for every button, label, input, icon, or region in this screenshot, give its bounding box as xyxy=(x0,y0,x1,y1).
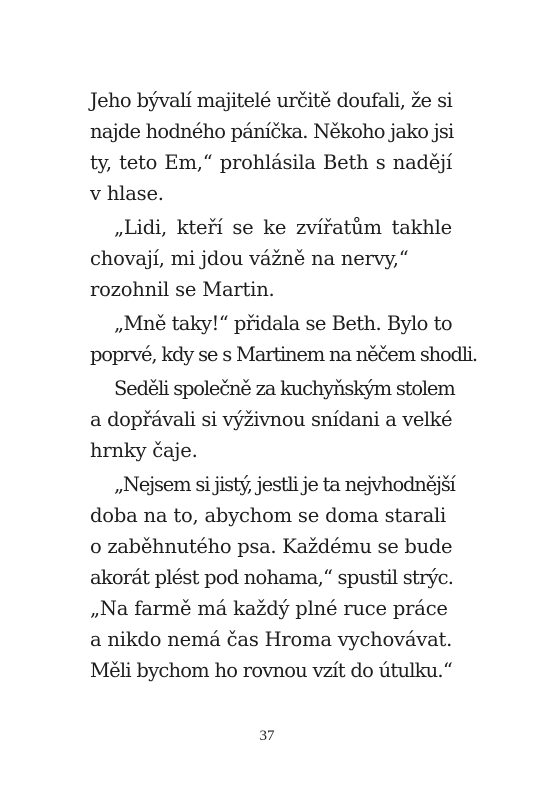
text-line: najde hodného páníčka. Někoho jako jsi xyxy=(90,120,454,143)
text-line: Seděli společně za kuchyňským stolem xyxy=(114,377,455,400)
text-line: a dopřávali si výživnou snídani a velké xyxy=(90,408,452,431)
text-line: „Na farmě má každý plné ruce práce xyxy=(90,597,448,620)
text-line: „Nejsem si jistý, jestli je ta nejvhodnější xyxy=(114,473,455,496)
text-line: doba na to, abychom se doma starali xyxy=(90,504,447,527)
text-line: „Mně taky!“ přidala se Beth. Bylo to xyxy=(114,312,452,335)
text-line: ty, teto Em,“ prohlásila Beth s nadějí xyxy=(90,151,452,174)
text-line: hrnky čaje. xyxy=(90,439,198,462)
text-line: „Lidi, kteří se ke zvířatům takhle xyxy=(114,216,452,239)
text-line: o zaběhnutého psa. Každému se bude xyxy=(90,535,453,558)
text-line: a nikdo nemá čas Hroma vychovávat. xyxy=(90,628,453,651)
text-line: akorát plést pod nohama,“ spustil strýc. xyxy=(90,566,454,589)
text-line: chovají, mi jdou vážně na nervy,“ xyxy=(90,247,409,270)
page-number: 37 xyxy=(259,728,275,744)
text-line: v hlase. xyxy=(90,182,164,205)
text-line: Měli bychom ho rovnou vzít do útulku.“ xyxy=(90,659,452,682)
text-line: poprvé, kdy se s Martinem na něčem shodli. xyxy=(90,343,477,366)
text-line: Jeho bývalí majitelé určitě doufali, že si xyxy=(90,89,452,112)
text-line: rozohnil se Martin. xyxy=(90,278,275,301)
